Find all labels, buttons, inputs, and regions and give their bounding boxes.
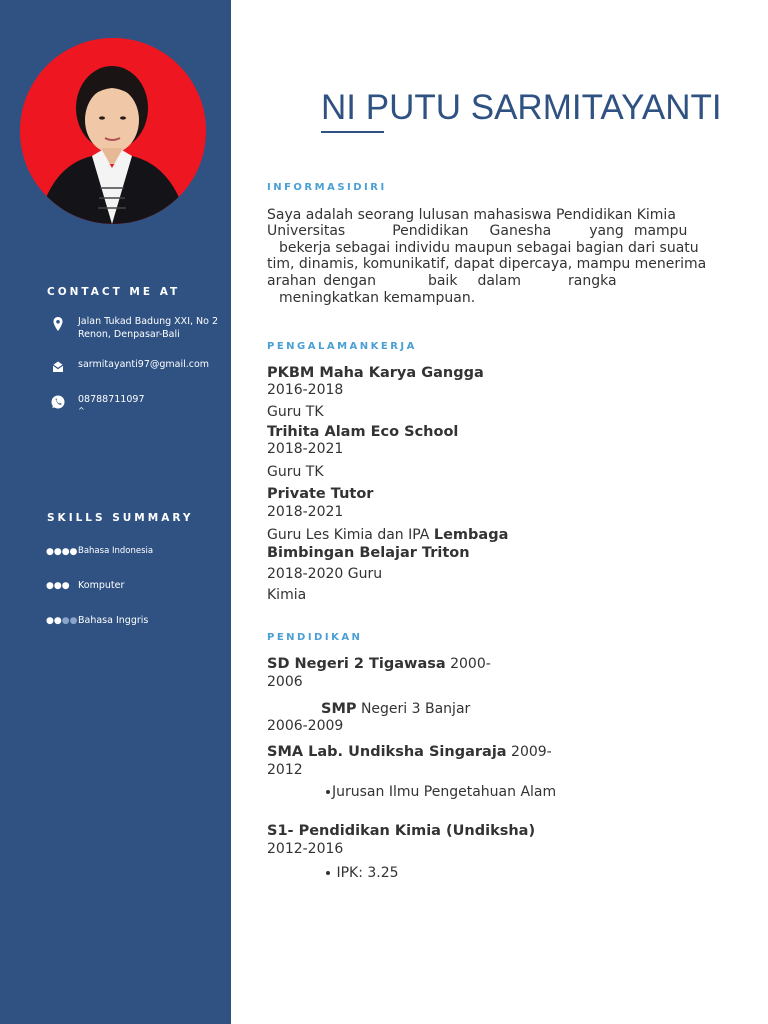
school-years: 2006 bbox=[267, 674, 303, 690]
skill-level-dots: ●●●● bbox=[46, 547, 78, 557]
title-underline bbox=[321, 131, 384, 133]
job-title: PKBM Maha Karya Gangga bbox=[267, 365, 484, 381]
contact-heading: CONTACT ME AT bbox=[47, 286, 181, 298]
contact-address bbox=[50, 316, 240, 346]
info-line: Universitas Pendidikan Ganesha yang mampu bbox=[267, 223, 688, 239]
info-line: arahan dengan baik dalam rangka bbox=[267, 273, 617, 289]
contact-phone[interactable] bbox=[50, 394, 240, 424]
job-years: 2018-2020 Guru bbox=[267, 566, 383, 582]
bullet-icon bbox=[326, 790, 330, 794]
job-title: Private Tutor bbox=[267, 486, 374, 502]
location-pin-icon bbox=[50, 316, 66, 332]
phone-text[interactable]: 08788711097 bbox=[78, 394, 145, 405]
job-role: Kimia bbox=[267, 587, 307, 603]
school-entry: SD Negeri 2 Tigawasa 2000- bbox=[267, 656, 491, 672]
page-title: NI PUTU SARMITAYANTI bbox=[321, 88, 722, 127]
school-entry: SMP Negeri 3 Banjar bbox=[321, 701, 471, 717]
address-line2: Renon, Denpasar-Bali bbox=[78, 328, 180, 340]
job-role: Guru TK bbox=[267, 404, 324, 420]
info-heading: INFORMASIDIRI bbox=[267, 182, 387, 193]
job-years: 2018-2021 bbox=[267, 441, 344, 457]
info-line: bekerja sebagai individu maupun sebagai bagian dari suatu bbox=[279, 240, 699, 256]
bullet-icon bbox=[326, 871, 330, 875]
job-role: Guru TK bbox=[267, 464, 324, 480]
job-role: Guru Les Kimia dan IPA Lembaga bbox=[267, 527, 509, 543]
experience-heading: PENGALAMANKERJA bbox=[267, 341, 417, 352]
skill-label: Komputer bbox=[78, 580, 125, 591]
info-line: meningkatkan kemampuan. bbox=[279, 290, 476, 306]
school-detail: IPK: 3.25 bbox=[326, 865, 399, 882]
whatsapp-icon bbox=[50, 394, 66, 410]
school-entry: S1- Pendidikan Kimia (Undiksha) bbox=[267, 823, 536, 839]
job-title: Bimbingan Belajar Triton bbox=[267, 545, 470, 561]
school-years: 2012 bbox=[267, 762, 303, 778]
job-years: 2018-2021 bbox=[267, 504, 344, 520]
email-text[interactable]: sarmitayanti97@gmail.com bbox=[78, 359, 210, 370]
address-line1: Jalan Tukad Badung XXI, No 2 bbox=[78, 316, 219, 327]
skills-heading: SKILLS SUMMARY bbox=[47, 512, 194, 524]
info-line: Saya adalah seorang lulusan mahasiswa Pendidikan Kimia bbox=[267, 207, 676, 223]
job-years: 2016-2018 bbox=[267, 382, 344, 398]
skill-label: Bahasa Inggris bbox=[78, 615, 149, 626]
skill-label: Bahasa Indonesia bbox=[78, 546, 154, 556]
contact-email[interactable] bbox=[50, 359, 240, 389]
phone-mark: ^ bbox=[78, 405, 85, 415]
school-detail: Jurusan Ilmu Pengetahuan Alam bbox=[326, 784, 556, 801]
info-line: tim, dinamis, komunikatif, dapat dipercaya, mampu menerima bbox=[267, 256, 707, 272]
school-years: 2006-2009 bbox=[267, 718, 344, 734]
skill-level-dots: ●●● bbox=[46, 581, 70, 591]
skill-level-dots: ●●●● bbox=[46, 616, 78, 626]
school-entry: SMA Lab. Undiksha Singaraja 2009- bbox=[267, 744, 552, 760]
job-title: Trihita Alam Eco School bbox=[267, 424, 459, 440]
mail-icon bbox=[50, 359, 66, 375]
school-years: 2012-2016 bbox=[267, 841, 344, 857]
education-heading: PENDIDIKAN bbox=[267, 632, 363, 643]
profile-photo bbox=[20, 38, 206, 224]
